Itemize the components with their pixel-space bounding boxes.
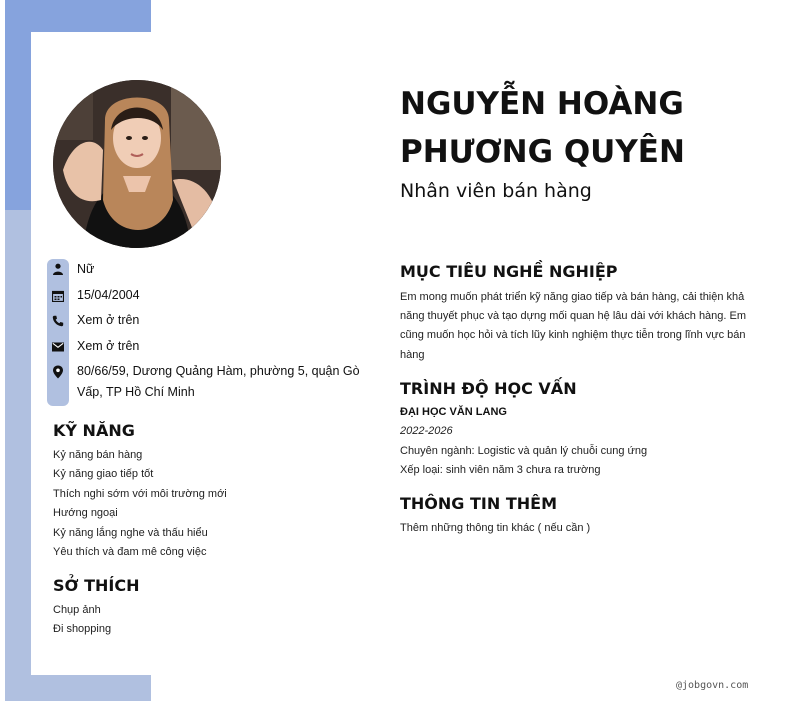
calendar-icon xyxy=(47,290,69,302)
list-item: Kỷ năng giao tiếp tốt xyxy=(53,468,154,481)
list-item: Kỷ năng bán hàng xyxy=(53,449,143,461)
full-name xyxy=(400,80,685,176)
email-text: Xem ở trên xyxy=(77,339,140,353)
name-line-1: NGUYỄN HOÀNG xyxy=(400,86,684,122)
education-status: Xếp loại: sinh viên năm 3 chưa ra trường xyxy=(400,464,601,476)
contact-icon-rail xyxy=(47,259,69,406)
list-item: Đi shopping xyxy=(53,623,112,636)
person-icon xyxy=(47,263,69,275)
education-title: TRÌNH ĐỘ HỌC VẤN xyxy=(400,379,577,398)
phone-text: Xem ở trên xyxy=(77,313,140,327)
list-item: Yêu thích và đam mê công việc xyxy=(53,545,207,558)
list-item: Chụp ảnh xyxy=(53,604,101,616)
hobbies-list xyxy=(53,601,111,640)
name-line-2: PHƯƠNG QUYÊN xyxy=(400,134,685,170)
list-item: Hướng ngoại xyxy=(53,507,118,520)
gender-text: Nữ xyxy=(77,262,95,276)
watermark: @jobgovn.com xyxy=(676,680,749,691)
extra-info-title: THÔNG TIN THÊM xyxy=(400,494,557,513)
location-pin-icon xyxy=(47,365,69,379)
education-major: Chuyên ngành: Logistic và quản lý chuỗi cung ứng xyxy=(400,445,648,457)
list-item: Thích nghi sớm với môi trường mới xyxy=(53,487,227,500)
skills-title: KỸ NĂNG xyxy=(53,421,135,440)
extra-info-text: Thêm những thông tin khác ( nếu cần ) xyxy=(400,522,591,534)
objective-text: Em mong muốn phát triển kỹ năng giao tiếp và bán hàng, cải thiện khả năng thuyết phục và tạo dựng mối quan hệ lâu dài với khách hàng. Em cũng muốn học hỏi và tích lũy kinh nghiệm thực tiễn trong lĩnh vực bán hàng xyxy=(400,291,747,361)
portrait-illustration xyxy=(53,80,221,248)
profile-photo xyxy=(53,80,221,248)
objective-title: MỤC TIÊU NGHỀ NGHIỆP xyxy=(400,262,618,281)
education-years: 2022-2026 xyxy=(400,425,453,437)
mail-icon xyxy=(47,342,69,352)
birthdate-text: 15/04/2004 xyxy=(77,288,140,302)
skills-list xyxy=(53,446,227,562)
hobbies-title: SỞ THÍCH xyxy=(53,576,140,595)
job-title: Nhân viên bán hàng xyxy=(400,180,592,202)
address-text: 80/66/59, Dương Quảng Hàm, phường 5, quận Gò Vấp, TP Hồ Chí Minh xyxy=(77,364,360,399)
school-name: ĐẠI HỌC VĂN LANG xyxy=(400,406,507,418)
list-item: Kỷ năng lắng nghe và thấu hiểu xyxy=(53,526,208,539)
phone-icon xyxy=(47,315,69,327)
